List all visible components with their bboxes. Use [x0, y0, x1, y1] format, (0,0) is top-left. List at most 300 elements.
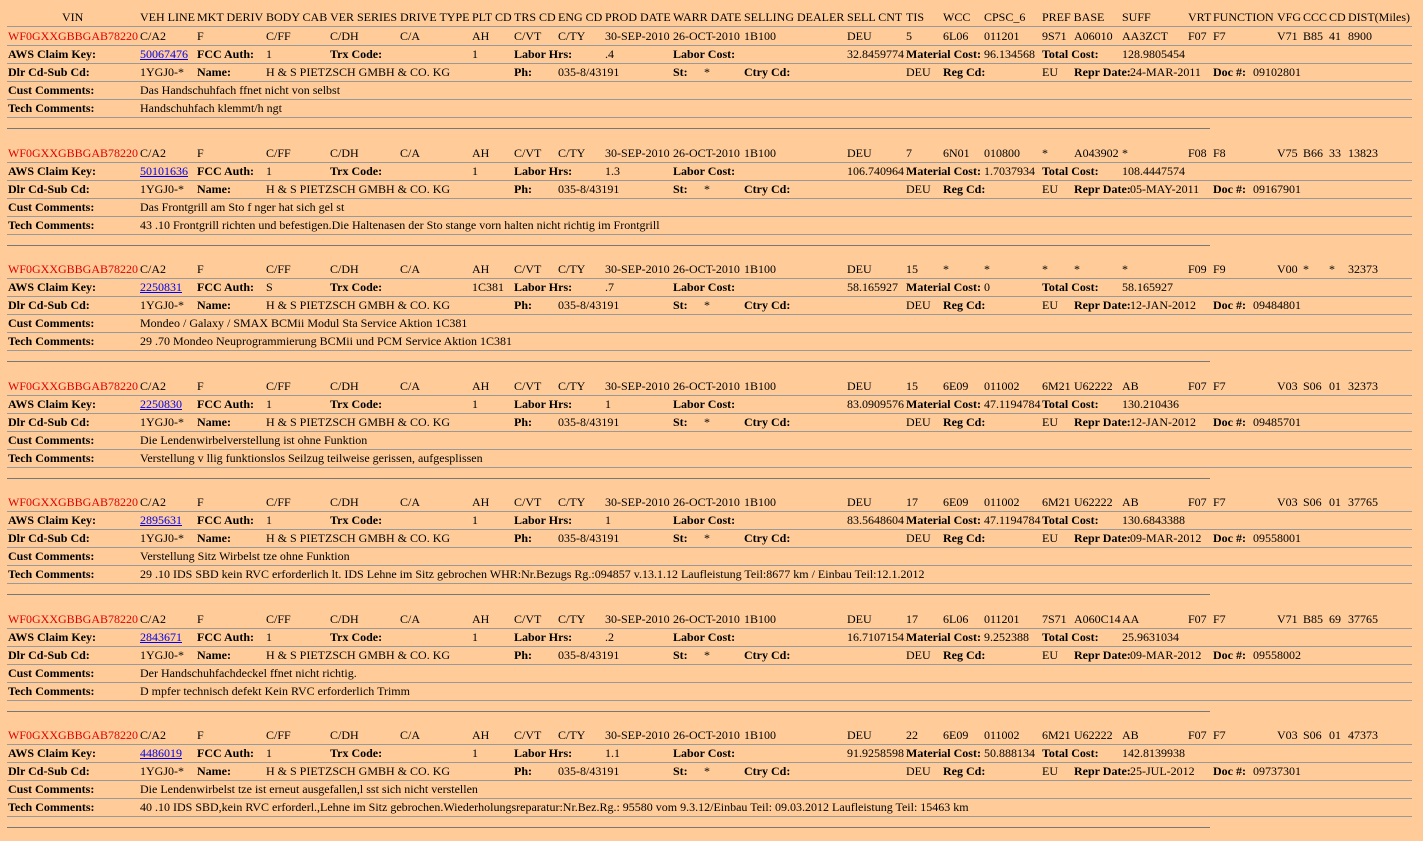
- aws-claim-key-link[interactable]: 2843671: [140, 630, 182, 644]
- aws-claim-key-label: AWS Claim Key:: [8, 746, 96, 760]
- aws-claim-key-label: AWS Claim Key:: [8, 280, 96, 294]
- trs-cd-value: C/VT: [514, 262, 542, 276]
- plt-cd-value: AH: [472, 379, 490, 393]
- doc-no-value: 09102801: [1253, 65, 1301, 79]
- aws-claim-key-link[interactable]: 50067476: [140, 47, 188, 61]
- header-vin: VIN: [62, 10, 84, 24]
- material-cost-label: Material Cost:: [906, 47, 981, 61]
- eng-cd-value: C/TY: [558, 29, 586, 43]
- material-cost-label: Material Cost:: [906, 280, 981, 294]
- cust-comments-label: Cust Comments:: [8, 200, 95, 214]
- labor-cost-label: Labor Cost:: [673, 397, 736, 411]
- header-wcc: WCC: [943, 10, 971, 24]
- function-value: F7: [1213, 379, 1226, 393]
- body-cab-value: C/FF: [266, 379, 291, 393]
- warr-date-value: 26-OCT-2010: [673, 728, 740, 742]
- warr-date-value: 26-OCT-2010: [673, 379, 740, 393]
- ccc-value: B85: [1303, 29, 1324, 43]
- name-label: Name:: [197, 65, 231, 79]
- row-divider: [7, 816, 1412, 817]
- vin-value: WF0GXXGBBGAB78220: [8, 728, 139, 742]
- labor-cost-value: 106.740964: [847, 164, 904, 178]
- material-cost-value: 47.1194784: [984, 397, 1041, 411]
- repr-date-label: Repr Date:: [1074, 298, 1131, 312]
- reg-cd-label: Reg Cd:: [943, 415, 986, 429]
- header-vrt: VRT: [1188, 10, 1212, 24]
- labor-cost-value: 16.7107154: [847, 630, 904, 644]
- wcc-value: 6N01: [943, 146, 970, 160]
- repr-date-value: 25-JUL-2012: [1130, 764, 1195, 778]
- vin-value: WF0GXXGBBGAB78220: [8, 29, 139, 43]
- st-label: St:: [673, 65, 688, 79]
- name-label: Name:: [197, 182, 231, 196]
- vfg-value: V03: [1277, 728, 1298, 742]
- st-label: St:: [673, 182, 688, 196]
- selling-dealer-value: 1B100: [744, 29, 777, 43]
- pref-value: 6M21: [1042, 379, 1071, 393]
- trs-cd-value: C/VT: [514, 146, 542, 160]
- cd-value: 01: [1329, 495, 1341, 509]
- reg-cd-value: EU: [1042, 182, 1058, 196]
- dealer-name-value: H & S PIETZSCH GMBH & CO. KG: [266, 648, 451, 662]
- tech-comments-value: 43 .10 Frontgrill richten und befestigen.Die Haltenasen der Sto stange vorn halten nicht richtig im Frontgrill: [140, 218, 660, 232]
- dist-value: 37765: [1348, 612, 1378, 626]
- fcc-auth-value: 1: [266, 746, 272, 760]
- repr-date-label: Repr Date:: [1074, 182, 1131, 196]
- vfg-value: V03: [1277, 379, 1298, 393]
- repr-date-label: Repr Date:: [1074, 764, 1131, 778]
- fcc-auth-label: FCC Auth:: [197, 513, 255, 527]
- ctry-cd-label: Ctry Cd:: [744, 531, 791, 545]
- body-cab-value: C/FF: [266, 146, 291, 160]
- vrt-value: F08: [1188, 146, 1207, 160]
- st-value: *: [704, 182, 710, 196]
- labor-cost-label: Labor Cost:: [673, 164, 736, 178]
- dlr-cd-label: Dlr Cd-Sub Cd:: [8, 65, 90, 79]
- labor-hrs-label: Labor Hrs:: [514, 513, 573, 527]
- claim-record: [0, 117, 1423, 235]
- name-label: Name:: [197, 415, 231, 429]
- vfg-value: V03: [1277, 495, 1298, 509]
- cust-comments-row: [0, 664, 1423, 682]
- tis-value: 17: [906, 612, 918, 626]
- claim-row: [0, 744, 1423, 762]
- repr-date-value: 12-JAN-2012: [1130, 415, 1196, 429]
- fcc-auth-value: 1: [266, 630, 272, 644]
- repr-date-value: 24-MAR-2011: [1130, 65, 1201, 79]
- total-cost-label: Total Cost:: [1042, 397, 1099, 411]
- dealer-row: [0, 63, 1423, 81]
- total-cost-value: 58.165927: [1122, 280, 1173, 294]
- tech-comments-value: 29 .70 Mondeo Neuprogrammierung BCMii und PCM Service Aktion 1C381: [140, 334, 512, 348]
- aws-claim-key-label: AWS Claim Key:: [8, 47, 96, 61]
- fcc-auth-value: S: [266, 280, 273, 294]
- material-cost-value: 96.134568: [984, 47, 1035, 61]
- aws-claim-key-label: AWS Claim Key:: [8, 513, 96, 527]
- st-label: St:: [673, 531, 688, 545]
- dist-value: 47373: [1348, 728, 1378, 742]
- base-value: U62222: [1074, 495, 1113, 509]
- fcc-auth-label: FCC Auth:: [197, 164, 255, 178]
- cust-comments-value: Die Lendenwirbelst tze ist erneut ausgefallen,l sst sich nicht verstellen: [140, 782, 478, 796]
- drive-type-value: C/A: [400, 29, 421, 43]
- labor-cost-label: Labor Cost:: [673, 280, 736, 294]
- total-cost-value: 108.4447574: [1122, 164, 1185, 178]
- material-cost-value: 47.1194784: [984, 513, 1041, 527]
- vrt-value: F07: [1188, 612, 1207, 626]
- name-label: Name:: [197, 531, 231, 545]
- drive-type-value: C/A: [400, 262, 421, 276]
- trx-code-value: 1: [472, 397, 478, 411]
- vrt-value: F07: [1188, 29, 1207, 43]
- header-plt-cd: PLT CD: [472, 10, 512, 24]
- cust-comments-row: [0, 780, 1423, 798]
- selling-dealer-value: 1B100: [744, 495, 777, 509]
- labor-cost-label: Labor Cost:: [673, 630, 736, 644]
- cust-comments-value: Das Frontgrill am Sto f nger hat sich gel st: [140, 200, 345, 214]
- body-cab-value: C/FF: [266, 728, 291, 742]
- reg-cd-label: Reg Cd:: [943, 648, 986, 662]
- trx-code-label: Trx Code:: [330, 397, 383, 411]
- cd-value: *: [1329, 262, 1335, 276]
- trx-code-label: Trx Code:: [330, 280, 383, 294]
- tech-comments-value: Handschuhfach klemmt/h ngt: [140, 101, 282, 115]
- claim-record: [0, 350, 1423, 468]
- fcc-auth-label: FCC Auth:: [197, 746, 255, 760]
- veh-line-value: C/A2: [140, 495, 167, 509]
- total-cost-label: Total Cost:: [1042, 47, 1099, 61]
- header-eng-cd: ENG CD: [558, 10, 603, 24]
- dlr-cd-value: 1YGJ0-*: [140, 298, 184, 312]
- wcc-value: *: [943, 262, 949, 276]
- labor-hrs-label: Labor Hrs:: [514, 280, 573, 294]
- wcc-value: 6E09: [943, 379, 969, 393]
- header-mkt-deriv: MKT DERIV: [197, 10, 264, 24]
- tis-value: 15: [906, 262, 918, 276]
- veh-line-value: C/A2: [140, 612, 167, 626]
- eng-cd-value: C/TY: [558, 146, 586, 160]
- total-cost-label: Total Cost:: [1042, 164, 1099, 178]
- prod-date-value: 30-SEP-2010: [605, 495, 670, 509]
- st-label: St:: [673, 415, 688, 429]
- ver-series-value: C/DH: [330, 495, 359, 509]
- dealer-name-value: H & S PIETZSCH GMBH & CO. KG: [266, 764, 451, 778]
- header-ccc: CCC: [1303, 10, 1328, 24]
- trs-cd-value: C/VT: [514, 612, 542, 626]
- sell-cnt-value: DEU: [847, 495, 872, 509]
- trx-code-label: Trx Code:: [330, 47, 383, 61]
- ctry-cd-value: DEU: [906, 415, 931, 429]
- dist-value: 8900: [1348, 29, 1372, 43]
- doc-no-label: Doc #:: [1213, 182, 1246, 196]
- aws-claim-key-link[interactable]: 2250830: [140, 397, 182, 411]
- dlr-cd-label: Dlr Cd-Sub Cd:: [8, 764, 90, 778]
- base-value: A06010: [1074, 29, 1113, 43]
- warr-date-value: 26-OCT-2010: [673, 495, 740, 509]
- wcc-value: 6L06: [943, 29, 969, 43]
- cust-comments-label: Cust Comments:: [8, 316, 95, 330]
- cpsc-6-value: 010800: [984, 146, 1020, 160]
- vin-value: WF0GXXGBBGAB78220: [8, 146, 139, 160]
- dealer-row: [0, 762, 1423, 780]
- reg-cd-value: EU: [1042, 648, 1058, 662]
- sell-cnt-value: DEU: [847, 728, 872, 742]
- header-pref-base: PREF BASE: [1042, 10, 1105, 24]
- dlr-cd-value: 1YGJ0-*: [140, 65, 184, 79]
- repr-date-value: 12-JAN-2012: [1130, 298, 1196, 312]
- labor-cost-value: 91.9258598: [847, 746, 904, 760]
- reg-cd-label: Reg Cd:: [943, 182, 986, 196]
- trs-cd-value: C/VT: [514, 495, 542, 509]
- sell-cnt-value: DEU: [847, 146, 872, 160]
- total-cost-label: Total Cost:: [1042, 630, 1099, 644]
- trx-code-value: 1C381: [472, 280, 505, 294]
- vrt-value: F09: [1188, 262, 1207, 276]
- pref-value: 6M21: [1042, 495, 1071, 509]
- cd-value: 33: [1329, 146, 1341, 160]
- ctry-cd-label: Ctry Cd:: [744, 648, 791, 662]
- tech-comments-label: Tech Comments:: [8, 218, 95, 232]
- reg-cd-value: EU: [1042, 764, 1058, 778]
- eng-cd-value: C/TY: [558, 728, 586, 742]
- doc-no-value: 09484801: [1253, 298, 1301, 312]
- dist-value: 37765: [1348, 495, 1378, 509]
- total-cost-label: Total Cost:: [1042, 280, 1099, 294]
- trx-code-value: 1: [472, 164, 478, 178]
- eng-cd-value: C/TY: [558, 495, 586, 509]
- base-value: *: [1074, 262, 1080, 276]
- labor-cost-value: 32.8459774: [847, 47, 904, 61]
- trs-cd-value: C/VT: [514, 728, 542, 742]
- function-value: F9: [1213, 262, 1226, 276]
- trx-code-label: Trx Code:: [330, 513, 383, 527]
- cpsc-6-value: 011002: [984, 495, 1020, 509]
- trx-code-label: Trx Code:: [330, 746, 383, 760]
- ph-value: 035-8/43191: [558, 648, 620, 662]
- trx-code-value: 1: [472, 630, 478, 644]
- vehicle-row: [0, 726, 1423, 744]
- ver-series-value: C/DH: [330, 728, 359, 742]
- cd-value: 69: [1329, 612, 1341, 626]
- suff-value: AA: [1122, 612, 1140, 626]
- reg-cd-value: EU: [1042, 65, 1058, 79]
- pref-value: *: [1042, 146, 1048, 160]
- prod-date-value: 30-SEP-2010: [605, 379, 670, 393]
- labor-cost-value: 83.0909576: [847, 397, 904, 411]
- header-prod-date: PROD DATE: [605, 10, 671, 24]
- material-cost-label: Material Cost:: [906, 630, 981, 644]
- sell-cnt-value: DEU: [847, 379, 872, 393]
- dealer-row: [0, 296, 1423, 314]
- dlr-cd-value: 1YGJ0-*: [140, 531, 184, 545]
- drive-type-value: C/A: [400, 612, 421, 626]
- ctry-cd-value: DEU: [906, 764, 931, 778]
- st-label: St:: [673, 764, 688, 778]
- header-vfg: VFG: [1277, 10, 1302, 24]
- tech-comments-row: [0, 216, 1423, 234]
- claim-row: [0, 511, 1423, 529]
- labor-hrs-label: Labor Hrs:: [514, 397, 573, 411]
- fcc-auth-value: 1: [266, 164, 272, 178]
- suff-value: AA3ZCT: [1122, 29, 1168, 43]
- dlr-cd-value: 1YGJ0-*: [140, 182, 184, 196]
- ver-series-value: C/DH: [330, 379, 359, 393]
- cust-comments-row: [0, 431, 1423, 449]
- aws-claim-key-label: AWS Claim Key:: [8, 630, 96, 644]
- cust-comments-value: Die Lendenwirbelverstellung ist ohne Funktion: [140, 433, 368, 447]
- st-value: *: [704, 764, 710, 778]
- material-cost-label: Material Cost:: [906, 164, 981, 178]
- vehicle-row: [0, 610, 1423, 628]
- cust-comments-label: Cust Comments:: [8, 83, 95, 97]
- record-separator: [7, 827, 1210, 828]
- plt-cd-value: AH: [472, 29, 490, 43]
- function-value: F7: [1213, 29, 1226, 43]
- vin-value: WF0GXXGBBGAB78220: [8, 379, 139, 393]
- reg-cd-label: Reg Cd:: [943, 764, 986, 778]
- reg-cd-value: EU: [1042, 298, 1058, 312]
- material-cost-label: Material Cost:: [906, 746, 981, 760]
- name-label: Name:: [197, 298, 231, 312]
- cd-value: 01: [1329, 728, 1341, 742]
- fcc-auth-label: FCC Auth:: [197, 47, 255, 61]
- tech-comments-label: Tech Comments:: [8, 101, 95, 115]
- sell-cnt-value: DEU: [847, 262, 872, 276]
- mkt-deriv-value: F: [197, 379, 204, 393]
- vehicle-row: [0, 27, 1423, 45]
- cpsc-6-value: *: [984, 262, 990, 276]
- prod-date-value: 30-SEP-2010: [605, 29, 670, 43]
- tis-value: 15: [906, 379, 918, 393]
- ctry-cd-value: DEU: [906, 298, 931, 312]
- repr-date-label: Repr Date:: [1074, 65, 1131, 79]
- reg-cd-value: EU: [1042, 531, 1058, 545]
- vfg-value: V75: [1277, 146, 1298, 160]
- labor-cost-value: 58.165927: [847, 280, 898, 294]
- labor-hrs-label: Labor Hrs:: [514, 47, 573, 61]
- ctry-cd-label: Ctry Cd:: [744, 764, 791, 778]
- aws-claim-key-link[interactable]: 4486019: [140, 746, 182, 760]
- wcc-value: 6E09: [943, 728, 969, 742]
- trx-code-label: Trx Code:: [330, 630, 383, 644]
- pref-value: 7S71: [1042, 612, 1067, 626]
- cust-comments-label: Cust Comments:: [8, 666, 95, 680]
- ph-value: 035-8/43191: [558, 65, 620, 79]
- dealer-row: [0, 529, 1423, 547]
- pref-value: 6M21: [1042, 728, 1071, 742]
- cpsc-6-value: 011201: [984, 29, 1020, 43]
- claim-record: [0, 583, 1423, 701]
- claim-record: [0, 233, 1423, 351]
- st-value: *: [704, 298, 710, 312]
- tech-comments-value: Verstellung v llig funktionslos Seilzug teilweise gerissen, aufgesplissen: [140, 451, 483, 465]
- dlr-cd-label: Dlr Cd-Sub Cd:: [8, 648, 90, 662]
- dlr-cd-value: 1YGJ0-*: [140, 415, 184, 429]
- header-cpsc-6: CPSC_6: [984, 10, 1026, 24]
- ctry-cd-label: Ctry Cd:: [744, 182, 791, 196]
- total-cost-value: 142.8139938: [1122, 746, 1185, 760]
- st-label: St:: [673, 648, 688, 662]
- labor-hrs-value: .4: [605, 47, 614, 61]
- ccc-value: *: [1303, 262, 1309, 276]
- claim-row: [0, 45, 1423, 63]
- drive-type-value: C/A: [400, 728, 421, 742]
- doc-no-label: Doc #:: [1213, 415, 1246, 429]
- total-cost-value: 130.6843388: [1122, 513, 1185, 527]
- tech-comments-row: [0, 99, 1423, 117]
- header-dist: DIST(Miles): [1348, 10, 1410, 24]
- ph-label: Ph:: [514, 531, 532, 545]
- header-suff: SUFF: [1122, 10, 1151, 24]
- tis-value: 17: [906, 495, 918, 509]
- dlr-cd-value: 1YGJ0-*: [140, 648, 184, 662]
- cust-comments-label: Cust Comments:: [8, 549, 95, 563]
- claim-row: [0, 628, 1423, 646]
- tech-comments-label: Tech Comments:: [8, 334, 95, 348]
- tis-value: 7: [906, 146, 912, 160]
- material-cost-value: 1.7037934: [984, 164, 1035, 178]
- tech-comments-row: [0, 565, 1423, 583]
- dlr-cd-label: Dlr Cd-Sub Cd:: [8, 531, 90, 545]
- vehicle-row: [0, 144, 1423, 162]
- cust-comments-row: [0, 81, 1423, 99]
- tech-comments-row: [0, 798, 1423, 816]
- cd-value: 41: [1329, 29, 1341, 43]
- warr-date-value: 26-OCT-2010: [673, 146, 740, 160]
- base-value: U62222: [1074, 379, 1113, 393]
- ver-series-value: C/DH: [330, 29, 359, 43]
- prod-date-value: 30-SEP-2010: [605, 146, 670, 160]
- cpsc-6-value: 011201: [984, 612, 1020, 626]
- selling-dealer-value: 1B100: [744, 146, 777, 160]
- suff-value: AB: [1122, 495, 1139, 509]
- header-sell-cnt: SELL CNT: [847, 10, 903, 24]
- body-cab-value: C/FF: [266, 262, 291, 276]
- mkt-deriv-value: F: [197, 728, 204, 742]
- plt-cd-value: AH: [472, 495, 490, 509]
- st-label: St:: [673, 298, 688, 312]
- aws-claim-key-label: AWS Claim Key:: [8, 397, 96, 411]
- drive-type-value: C/A: [400, 379, 421, 393]
- tech-comments-label: Tech Comments:: [8, 451, 95, 465]
- tech-comments-row: [0, 332, 1423, 350]
- plt-cd-value: AH: [472, 146, 490, 160]
- tech-comments-label: Tech Comments:: [8, 684, 95, 698]
- doc-no-value: 09558002: [1253, 648, 1301, 662]
- aws-claim-key-label: AWS Claim Key:: [8, 164, 96, 178]
- doc-no-label: Doc #:: [1213, 65, 1246, 79]
- dist-value: 13823: [1348, 146, 1378, 160]
- pref-value: 9S71: [1042, 29, 1067, 43]
- ccc-value: S06: [1303, 495, 1322, 509]
- header-trs-cd: TRS CD: [514, 10, 556, 24]
- aws-claim-key-link[interactable]: 50101636: [140, 164, 188, 178]
- aws-claim-key-link[interactable]: 2250831: [140, 280, 182, 294]
- aws-claim-key-link[interactable]: 2895631: [140, 513, 182, 527]
- ccc-value: S06: [1303, 379, 1322, 393]
- suff-value: *: [1122, 262, 1128, 276]
- ctry-cd-value: DEU: [906, 65, 931, 79]
- eng-cd-value: C/TY: [558, 379, 586, 393]
- warr-date-value: 26-OCT-2010: [673, 262, 740, 276]
- header-drive-type: DRIVE TYPE: [400, 10, 470, 24]
- tech-comments-label: Tech Comments:: [8, 567, 95, 581]
- function-value: F7: [1213, 728, 1226, 742]
- doc-no-value: 09737301: [1253, 764, 1301, 778]
- labor-hrs-value: 1: [605, 397, 611, 411]
- mkt-deriv-value: F: [197, 495, 204, 509]
- labor-hrs-value: .7: [605, 280, 614, 294]
